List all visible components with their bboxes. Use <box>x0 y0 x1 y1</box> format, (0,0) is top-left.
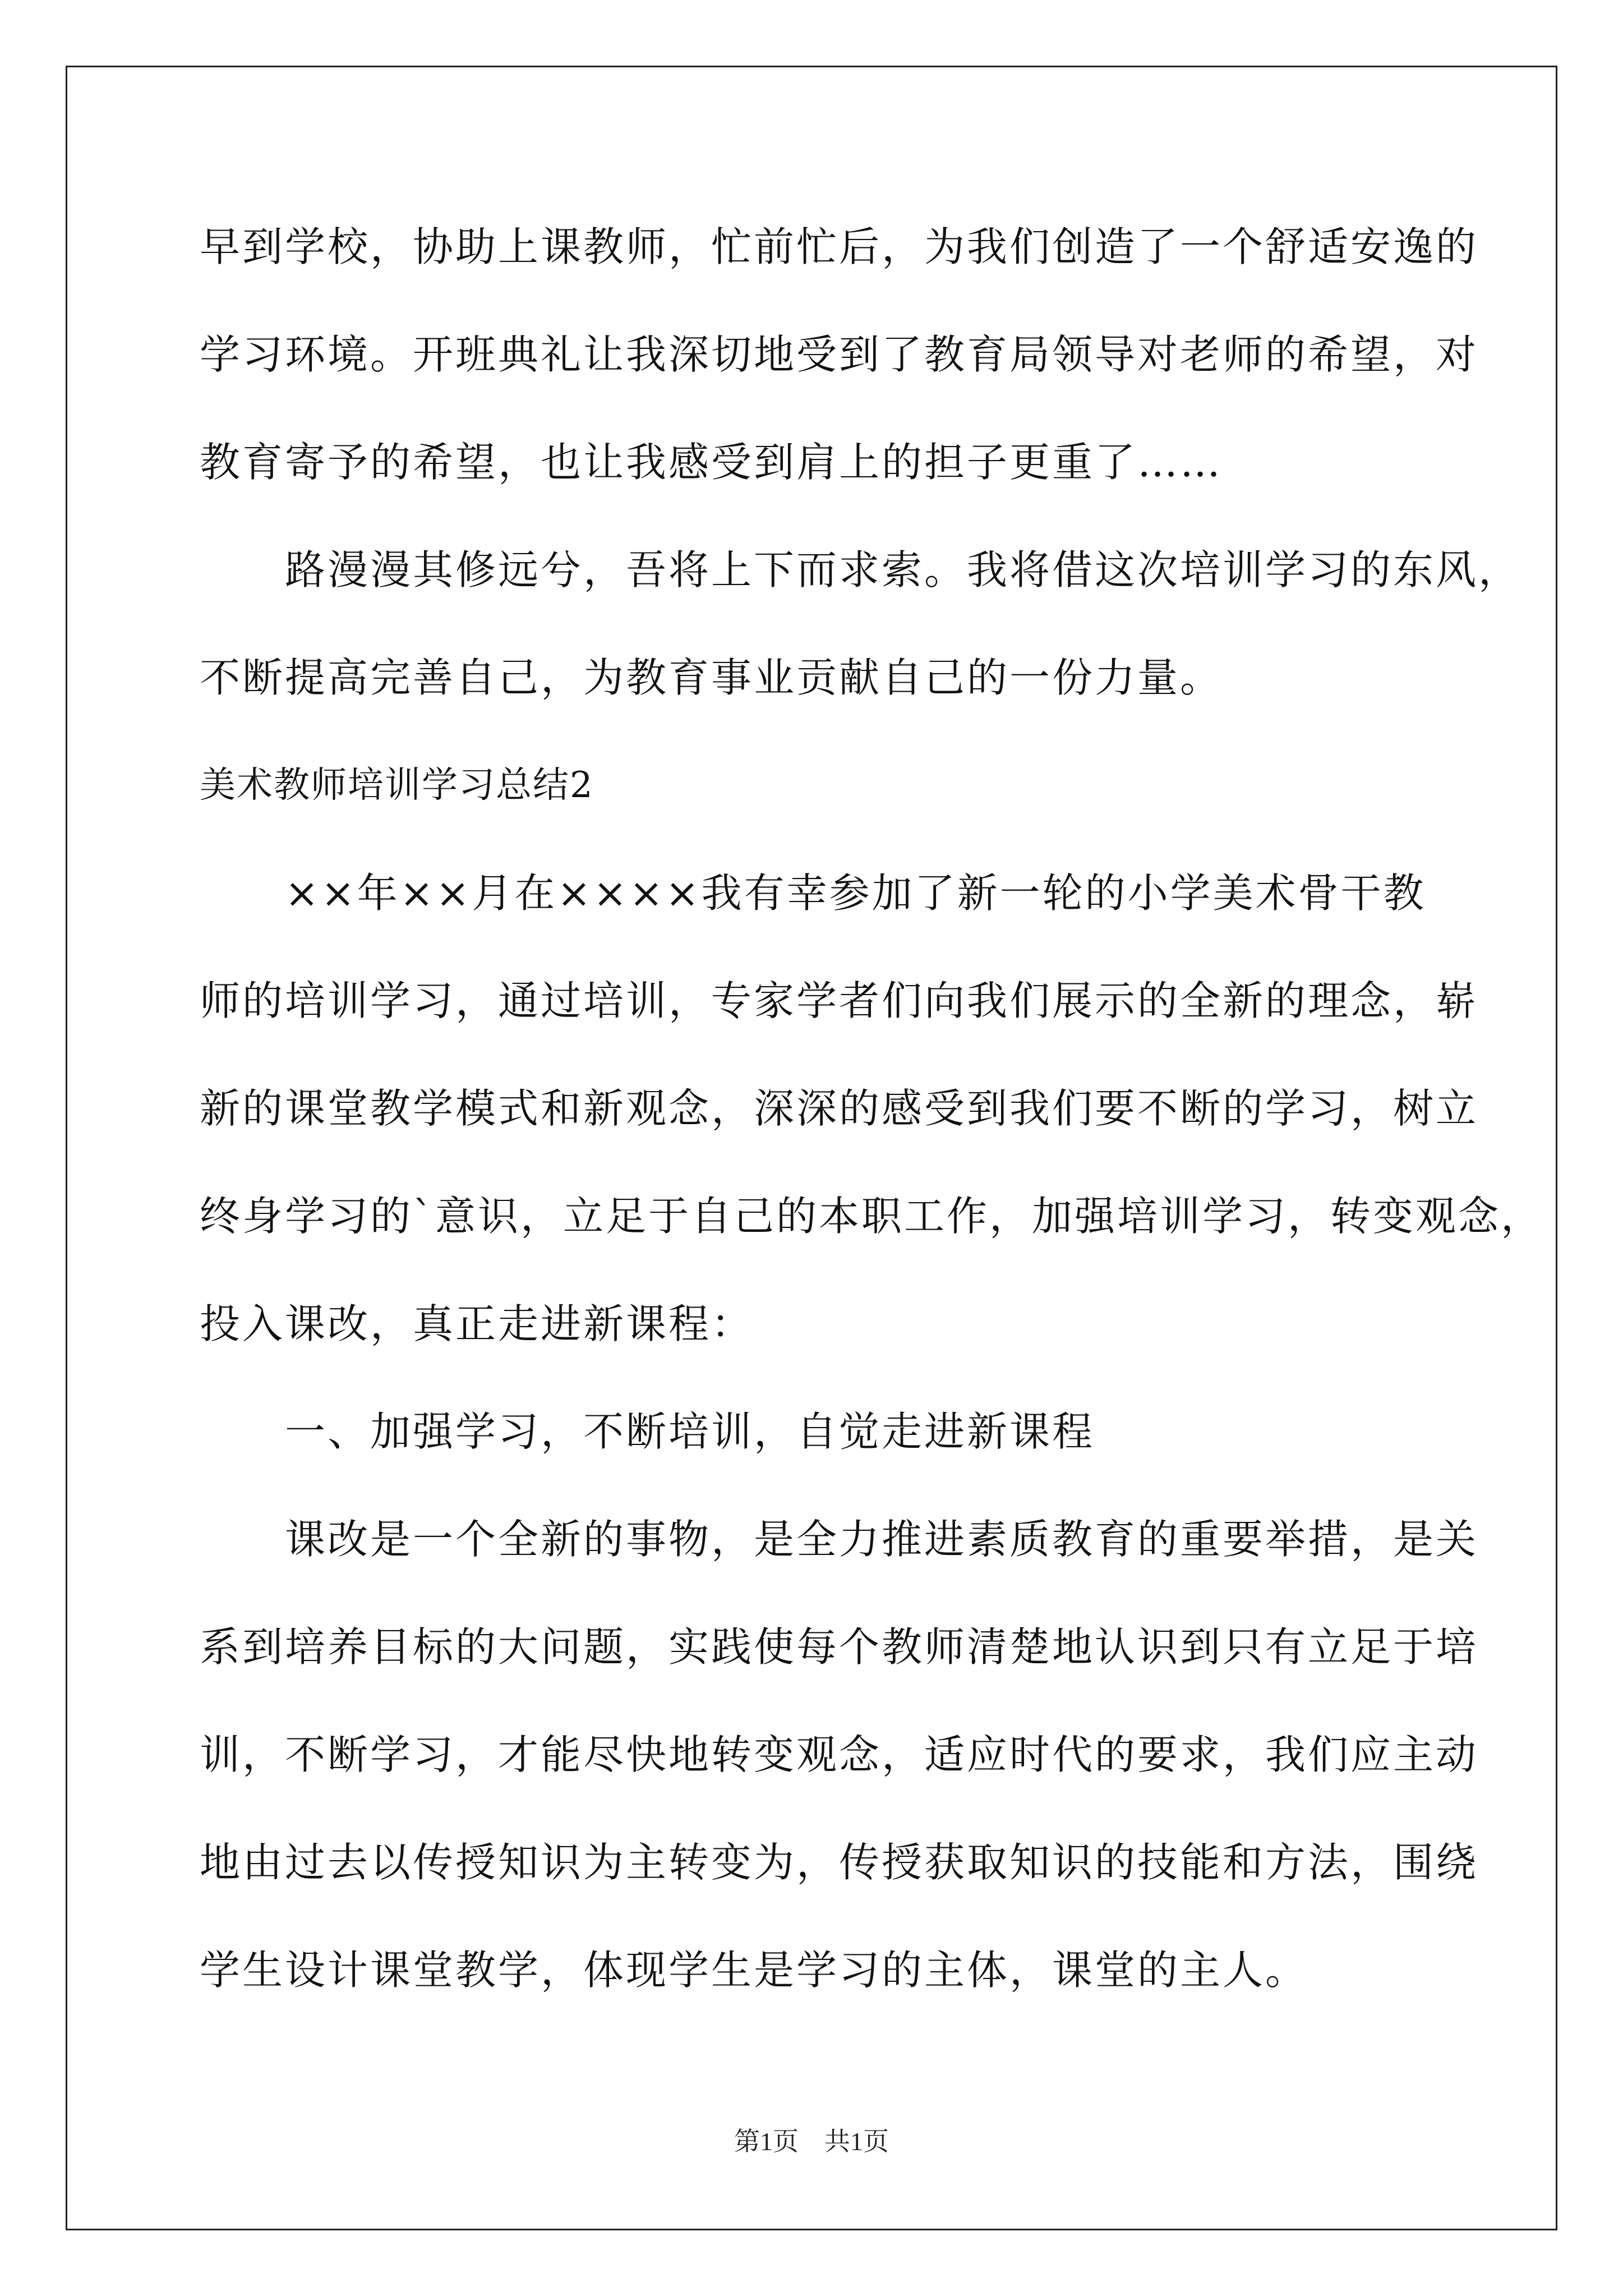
text-line: 早到学校，协助上课教师，忙前忙后，为我们创造了一个舒适安逸的 <box>200 223 1479 270</box>
text-line: 投入课改，真正走进新课程： <box>200 1300 754 1347</box>
text-line: 学生设计课堂教学，体现学生是学习的主体，课堂的主人。 <box>200 1947 1308 1994</box>
text-line: 新的课堂教学模式和新观念，深深的感受到我们要不断的学习，树立 <box>200 1085 1479 1132</box>
subheading-line: 一、加强学习，不断培训，自觉走进新课程 <box>200 1408 1095 1455</box>
section-heading: 美术教师培训学习总结2 <box>200 765 594 806</box>
text-line: 课改是一个全新的事物，是全力推进素质教育的重要举措，是关 <box>200 1516 1479 1563</box>
text-line: 学习环境。开班典礼让我深切地受到了教育局领导对老师的希望，对 <box>200 331 1479 378</box>
text-line: 教育寄予的希望，也让我感受到肩上的担子更重了…… <box>200 439 1223 486</box>
page-footer: 第1页 共1页 <box>734 2127 889 2156</box>
text-line: 终身学习的`意识，立足于自己的本职工作，加强培训学习，转变观念， <box>200 1193 1544 1240</box>
text-line: 系到培养目标的大问题，实践使每个教师清楚地认识到只有立足于培 <box>200 1623 1479 1671</box>
text-line: 不断提高完善自己，为教育事业贡献自己的一份力量。 <box>200 654 1223 701</box>
text-line: ××年××月在××××我有幸参加了新一轮的小学美术骨干教 <box>200 869 1426 917</box>
text-line: 师的培训学习，通过培训，专家学者们向我们展示的全新的理念，崭 <box>200 977 1479 1024</box>
text-line: 地由过去以传授知识为主转变为，传授获取知识的技能和方法，围绕 <box>200 1839 1479 1886</box>
text-line: 路漫漫其修远兮，吾将上下而求索。我将借这次培训学习的东风， <box>200 546 1521 593</box>
document-body <box>200 220 1544 1997</box>
text-line: 训，不断学习，才能尽快地转变观念，适应时代的要求，我们应主动 <box>200 1731 1479 1778</box>
